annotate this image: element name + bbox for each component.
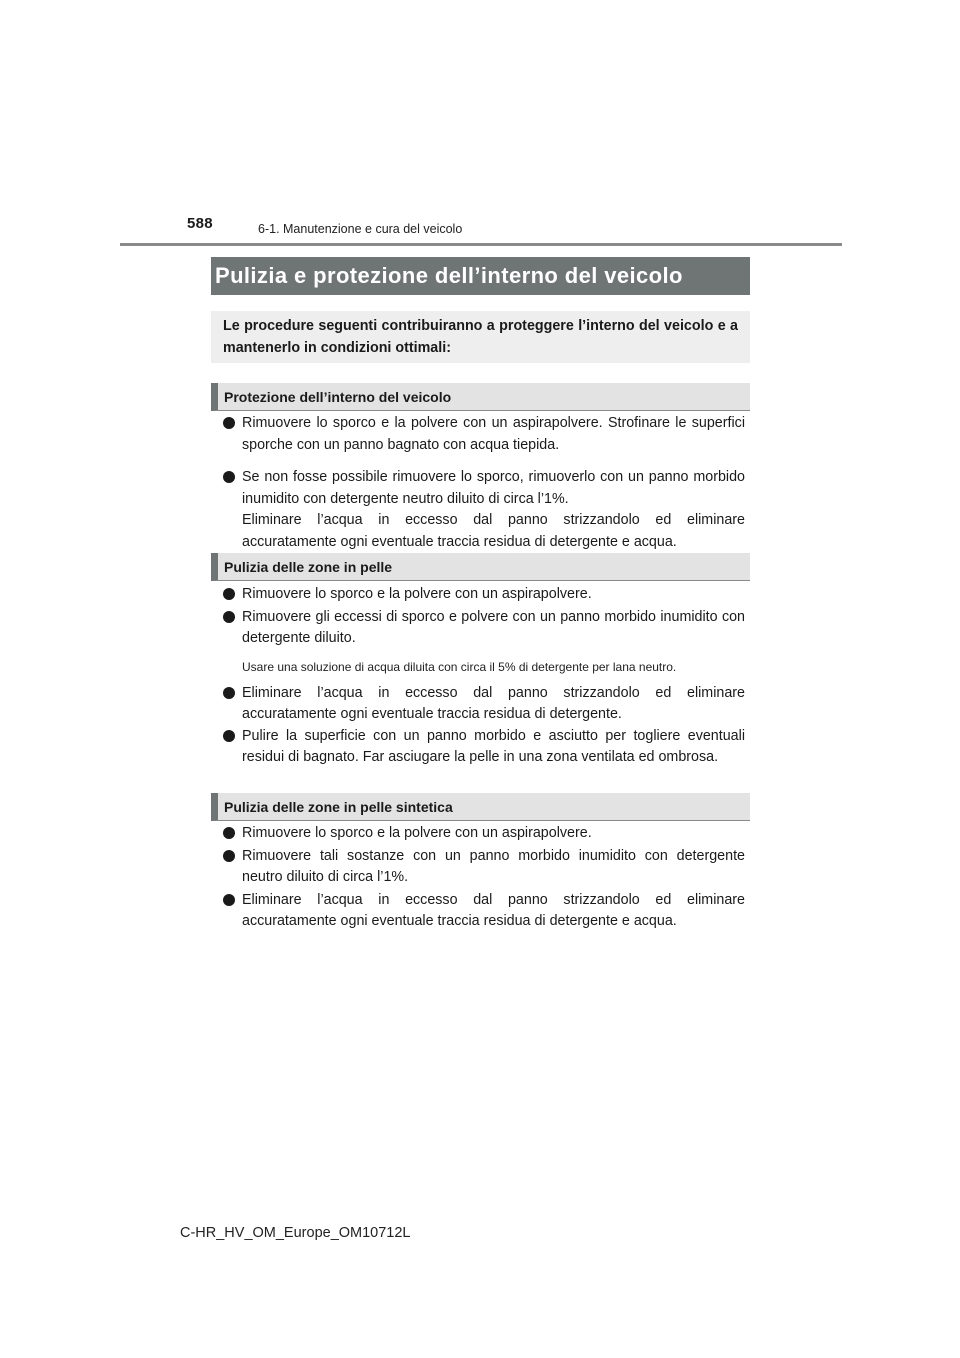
list-item: [222, 846, 745, 889]
page-number: 588: [187, 215, 213, 232]
list-item: [222, 890, 745, 933]
bullet-text: Rimuovere gli eccessi di sporco e polvere con un panno morbido inumidito con detergente diluito.: [242, 608, 745, 646]
chapter-title: 6-1. Manutenzione e cura del veicolo: [258, 222, 463, 236]
list-item: [222, 726, 745, 769]
section-heading-pelle: Pulizia delle zone in pelle: [211, 553, 750, 581]
bullet-text-continued: Eliminare l’acqua in eccesso dal panno strizzandolo ed eliminare accuratamente ogni eventuale traccia residua di detergente e acqua.: [242, 512, 745, 550]
section-content-protezione: [222, 413, 745, 553]
bullet-icon: [223, 611, 235, 623]
intro-box: Le procedure seguenti contribuiranno a proteggere l’interno del veicolo e a mantenerlo in condizioni ottimali:: [211, 311, 750, 363]
bullet-text: Pulire la superficie con un panno morbido e asciutto per togliere eventuali residui di bagnato. Far asciugare la pelle in una zona ventilata ed ombrosa.: [242, 727, 745, 765]
section-heading-protezione: Protezione dell’interno del veicolo: [211, 383, 750, 411]
section-content-pelle-sintetica: [222, 823, 745, 933]
document-code: C-HR_HV_OM_Europe_OM10712L: [180, 1225, 411, 1241]
bullet-icon: [223, 417, 235, 429]
bullet-icon: [223, 850, 235, 862]
list-item: [222, 683, 745, 726]
list-item: [222, 467, 745, 553]
section-heading-pelle-sintetica: Pulizia delle zone in pelle sintetica: [211, 793, 750, 821]
section-content-pelle: [222, 584, 745, 769]
bullet-icon: [223, 588, 235, 600]
list-item: [222, 413, 745, 456]
bullet-icon: [223, 827, 235, 839]
list-item: [222, 823, 745, 845]
bullet-text: Rimuovere lo sporco e la polvere con un aspirapolvere.: [242, 825, 592, 841]
bullet-text: Rimuovere lo sporco e la polvere con un aspirapolvere. Strofinare le superfici sporche con un panno bagnato con acqua tiepida.: [242, 415, 745, 453]
bullet-text: Eliminare l’acqua in eccesso dal panno strizzandolo ed eliminare accuratamente ogni eventuale traccia residua di detergente.: [242, 684, 745, 722]
bullet-icon: [223, 894, 235, 906]
note-text: Usare una soluzione di acqua diluita con circa il 5% di detergente per lana neutro.: [242, 659, 677, 674]
list-item: [222, 584, 745, 606]
bullet-text: Rimuovere tali sostanze con un panno morbido inumidito con detergente neutro diluito di circa l’1%.: [242, 847, 745, 885]
bullet-icon: [223, 730, 235, 742]
bullet-icon: [223, 687, 235, 699]
bullet-text: Rimuovere lo sporco e la polvere con un aspirapolvere.: [242, 586, 592, 602]
list-item: [222, 607, 745, 650]
bullet-text: Eliminare l’acqua in eccesso dal panno strizzandolo ed eliminare accuratamente ogni eventuale traccia residua di detergente e acqua.: [242, 891, 745, 929]
page-title: Pulizia e protezione dell’interno del veicolo: [215, 263, 683, 288]
bullet-icon: [223, 471, 235, 483]
bullet-text: Se non fosse possibile rimuovere lo sporco, rimuoverlo con un panno morbido inumidito con detergente neutro diluito di circa l’1%.: [242, 469, 745, 507]
header-divider: [120, 243, 842, 246]
page-title-bar: [211, 257, 750, 295]
